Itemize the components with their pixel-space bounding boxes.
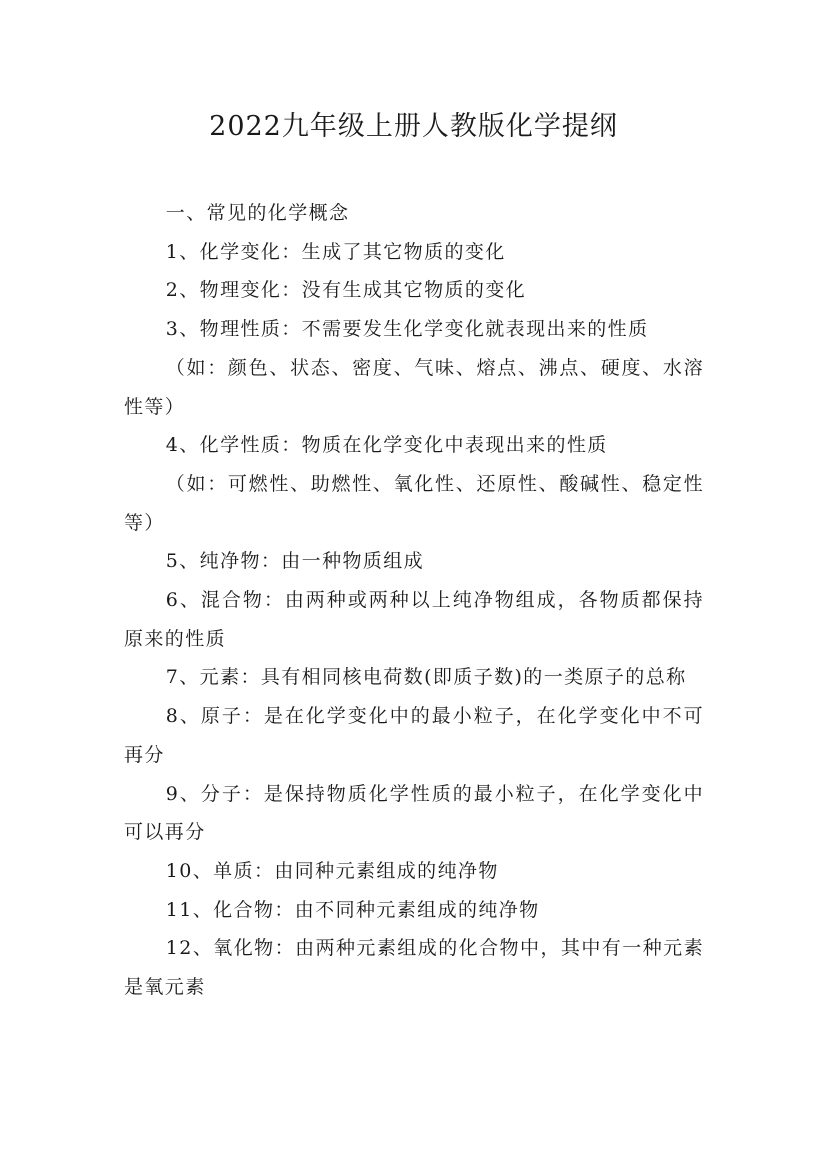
definition-item: 4、化学性质：物质在化学变化中表现出来的性质 [165,434,608,457]
document-body [124,194,704,1007]
page-title: 2022九年级上册人教版化学提纲 [209,111,618,142]
definition-item: 2、物理变化：没有生成其它物质的变化 [165,279,527,302]
definition-item: 5、纯净物：由一种物质组成 [165,550,425,573]
definition-item: 9、分子：是保持物质化学性质的最小粒子，在化学变化中可以再分 [124,782,704,844]
definition-note: （如：可燃性、助燃性、氧化性、还原性、酸碱性、稳定性等） [124,472,704,534]
definition-item: 12、氧化物：由两种元素组成的化合物中，其中有一种元素是氧元素 [124,937,704,999]
definition-item: 1、化学变化：生成了其它物质的变化 [165,240,506,263]
definition-item: 10、单质：由同种元素组成的纯净物 [165,859,499,882]
definition-item: 7、元素：具有相同核电荷数(即质子数)的一类原子的总称 [165,666,687,689]
definition-item: 3、物理性质：不需要发生化学变化就表现出来的性质 [165,318,649,341]
definition-item: 11、化合物：由不同种元素组成的纯净物 [165,898,540,921]
definition-item: 8、原子：是在化学变化中的最小粒子，在化学变化中不可再分 [124,705,704,766]
section-heading: 一、常见的化学概念 [165,202,350,224]
definition-item: 6、混合物：由两种或两种以上纯净物组成，各物质都保持原来的性质 [124,589,704,650]
definition-note: （如：颜色、状态、密度、气味、熔点、沸点、硬度、水溶性等） [124,356,704,418]
